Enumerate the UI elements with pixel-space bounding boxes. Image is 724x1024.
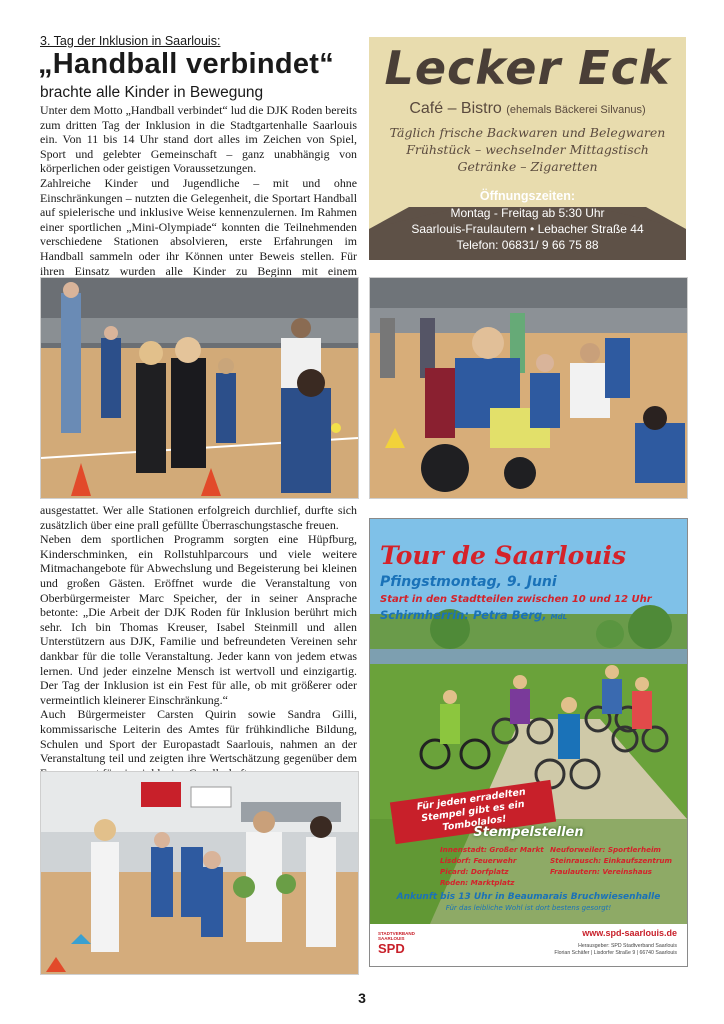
tour-stamps-title: Stempelstellen [473, 825, 584, 840]
tour-station: Roden: Marktplatz [440, 878, 515, 887]
lecker-eck-advertisement [369, 37, 686, 260]
tour-publisher-line: Florian Schäfer | Lisdorfer Straße 9 | 66740 Saarlouis [554, 950, 677, 956]
spd-logo [378, 931, 415, 956]
article-text-column-1 [40, 103, 357, 293]
article-headline: „Handball verbindet“ [38, 48, 335, 80]
tour-patron-suffix: MdL [550, 613, 568, 621]
spd-logo-line: SAARLOUIS [378, 936, 405, 941]
tour-publisher [554, 943, 677, 957]
page-number: 3 [358, 990, 366, 1006]
tour-date: Pfingstmontag, 9. Juni [380, 574, 557, 590]
tour-de-saarlouis-advertisement [369, 518, 688, 967]
spd-logo-line: STADTVERBAND [378, 931, 415, 936]
ad-phone: Telefon: 06831/ 9 66 75 88 [456, 238, 599, 252]
tour-title: Tour de Saarlouis [380, 541, 627, 570]
tour-station: Neuforweiler: Sportlerheim [550, 845, 661, 854]
photo-group-with-balls [40, 771, 359, 975]
tour-station: Steinrausch: Einkaufszentrum [550, 856, 673, 865]
tour-catering-note: Für das leibliche Wohl ist dort bestens gesorgt! [445, 904, 612, 912]
tour-station: Innenstadt: Großer Markt [440, 845, 544, 854]
article-paragraph: Zahlreiche Kinder und Jugendliche – mit und ohne Einschränkungen – nutzten die Gelegenheit, die Sportart Handball auf spielerische und inklusive Weise kennenzulernen. Im Rahmen einer sportlichen „Mini-Olympiade“ konnten die Teilnehmenden verschiedene Stationen absolvieren, erste Erfahrungen im Handball sammeln oder ihr Können unter Beweis stellen. Für ihren Einsatz wurden alle Kinder zu Beginn mit einem [40, 175, 357, 278]
article-paragraph: Unter dem Motto „Handball verbindet“ lud die DJK Roden bereits zum dritten Tag der Inklusion in die Stadtgartenhalle Saarlouis ein. Von 11 bis 14 Uhr stand dort alles im Zeichen von Spiel, Sport und gelebter Gemeinschaft – ganz unabhängig von körperlichen oder geistigen Voraussetzungen. [40, 103, 357, 176]
ad-hours: Montag - Freitag ab 5:30 Uhr [450, 206, 605, 220]
tour-station: Lisdorf: Feuerwehr [440, 856, 517, 865]
ad-former-name: (ehemals Bäckerei Silvanus) [506, 104, 646, 116]
tour-station: Fraulautern: Vereinshaus [550, 867, 652, 876]
ad-hours-title: Öffnungszeiten: [479, 189, 576, 203]
article-kicker: 3. Tag der Inklusion in Saarlouis: [40, 34, 221, 48]
tour-tombola-banner: Für jeden erradelten Stempel gibt es ein Tombolalos! [390, 780, 556, 844]
ad-offer-line: Getränke – Zigaretten [457, 159, 598, 174]
ad-cafe-label: Café – Bistro [409, 100, 502, 117]
tour-patron-name: Schirmherrin: Petra Berg, [380, 608, 547, 622]
article-text-column-2 [40, 503, 357, 780]
ad-address: Saarlouis-Fraulautern • Lebacher Straße 44 [411, 222, 644, 236]
photo-wheelchair-participant [369, 277, 688, 499]
tour-website[interactable]: www.spd-saarlouis.de [582, 928, 677, 938]
article-paragraph: Auch Bürgermeister Carsten Quirin sowie Sandra Gilli, kommissarische Leiterin des Amtes für frühkindliche Bildung, Schulen und Sport der Europastadt Saarlouis, nahmen an der Veranstaltung teil und zeigten ihre Wertschätzung gegenüber dem [40, 707, 357, 766]
tour-start-info: Start in den Stadtteilen zwischen 10 und 12 Uhr [380, 594, 652, 605]
tour-publisher-line: Herausgeber: SPD Stadtverband Saarlouis [578, 943, 677, 949]
spd-logo-text: SPD [378, 941, 405, 956]
ad-offer-line: Frühstück – wechselnder Mittagstisch [406, 142, 649, 157]
ad-cafe-line [369, 100, 686, 118]
tour-arrival-info: Ankunft bis 13 Uhr in Beaumarais Bruchwiesenhalle [396, 892, 661, 902]
ad-brand-name: Lecker Eck [384, 41, 671, 95]
photo-children-handball [40, 277, 359, 499]
article-subhead: brachte alle Kinder in Bewegung [40, 84, 264, 101]
article-paragraph: ausgestattet. Wer alle Stationen erfolgreich durchlief, durfte sich zusätzlich über eine prall gefüllte Überraschungstasche freuen. [40, 503, 357, 532]
tour-patron [380, 608, 567, 622]
article-paragraph: Neben dem sportlichen Programm sorgten eine Hüpfburg, Kinderschminken, ein Rollstuhlparcours und viele weitere Mitmachangebote für Abwechslung und Begeisterung bei kleinen und großen Gästen. Eröffnet wurde die Veranstaltung von Oberbürgermeister Marc Speicher, der in seiner Ansprache betonte: „Die Arbeit der DJK Roden für Inklusion berührt mich sehr. Ich bin Thomas Kreuser, Isabel Steinmill und allen Unterstützern aus DJK, Familie und befreundeten Vereinen sehr dankbar für die tolle Veranstaltung. Jeder kann von jedem etwas lernen. Und jeder einzelne Mensch ist wertvoll und einzigartig. Der Tag der Inklusion ist ein Fest für alle, ob mit größerer oder vermeintlich kleinerer Einschränkung.“ [40, 532, 357, 707]
tour-station: Picard: Dorfplatz [440, 867, 509, 876]
ad-offer-line: Täglich frische Backwaren und Belegwaren [389, 125, 666, 140]
